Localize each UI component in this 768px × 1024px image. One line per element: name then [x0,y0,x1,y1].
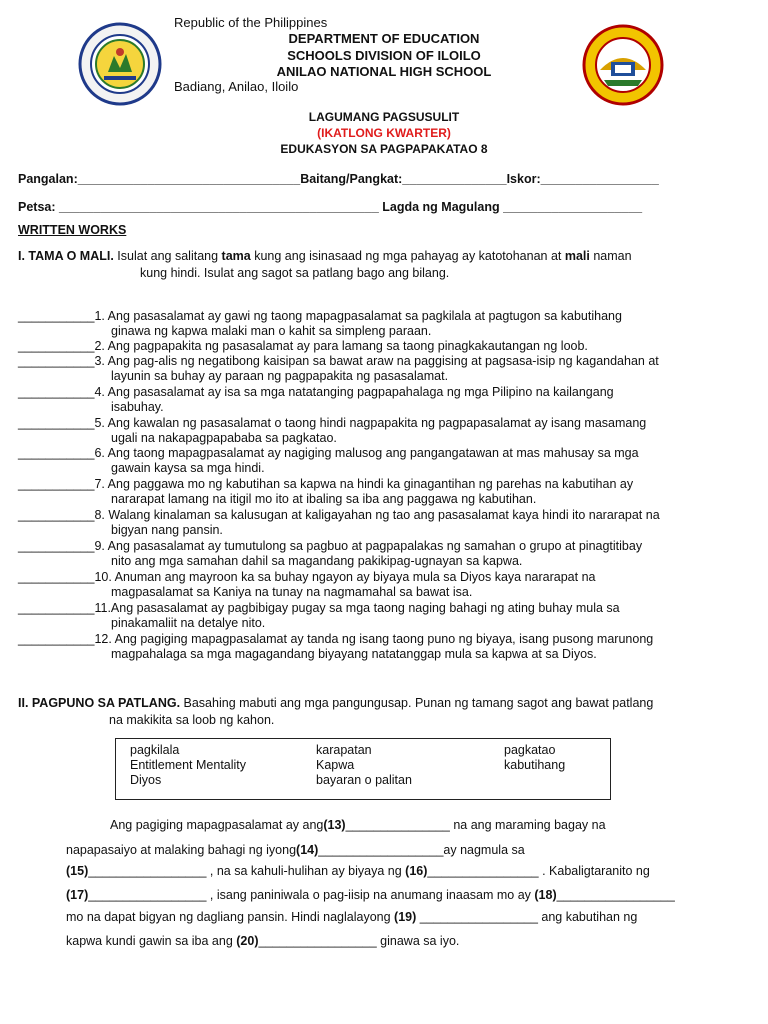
paragraph-line: mo na dapat bigyan ng dagliang pansin. Hindi naglalayong (19) _________________ ang kabutihan ng [66,910,638,924]
word-bank-col2: karapatan Kapwa bayaran o palitan [316,743,412,787]
title-quarter: (IKATLONG KWARTER) [317,126,451,140]
list-item: ___________3. Ang pag-alis ng negatibong kaisipan sa bawat araw na paggising at pagsasa-isip ng kagandahan at layunin sa buhay ay paraan ng pagpapakita ng pasasalamat. [18,354,659,384]
list-item: ___________10. Anuman ang mayroon ka sa buhay ngayon ay biyaya mula sa Diyos kaya nararapat na magpasalamat sa Kaniya na tunay na nagmamahal sa bawat isa. [18,570,596,600]
word-bank-col1: pagkilala Entitlement Mentality Diyos [130,743,247,787]
list-item: ___________9. Ang pasasalamat ay tumutulong sa pagbuo at pagpapalakas ng samahan o grupo at pinagtitibay nito ang mga samahan dahil sa magandang pakikipag-ugnayan sa kapwa. [18,539,643,569]
header-address: Badiang, Anilao, Iloilo [174,79,299,94]
list-item: ___________6. Ang taong mapagpasalamat ay nagiging malusog ang pangangatawan at mas mahusay sa mga gawain kaysa sa mga hindi. [18,446,639,476]
part2-instructions: II. PAGPUNO SA PATLANG. Basahing mabuti ang mga pangungusap. Punan ng tamang sagot ang bawat patlang na makikita sa loob ng kahon. [18,696,654,727]
field-line-name: Pangalan:________________________________Baitang/Pangkat:_______________Iskor:_________________ [18,172,659,186]
part1-heading: I. TAMA O MALI. [18,249,114,263]
word-bank-box [115,738,611,800]
word-bank-col3: pagkatao kabutihang [504,743,566,772]
list-item: ___________8. Walang kinalaman sa kalusugan at kaligayahan ng tao ang pasasalamat kaya hindi ito nararapat na bigyan nang pansin. [18,508,660,538]
header-school: ANILAO NATIONAL HIGH SCHOOL [276,64,492,79]
paragraph-line: napapasaiyo at malaking bahagi ng iyong(14)__________________ay nagmula sa [66,843,525,857]
paragraph-line: kapwa kundi gawin sa iba ang (20)_________________ ginawa sa iyo. [66,934,460,948]
written-works-heading: WRITTEN WORKS [18,223,127,237]
part2-heading: II. PAGPUNO SA PATLANG. [18,696,181,710]
header-republic: Republic of the Philippines [174,15,328,30]
part1-instructions: I. TAMA O MALI. Isulat ang salitang tama kung ang isinasaad ng mga pahayag ay katotohanan at mali naman kung hindi. Isulat ang sagot sa patlang bago ang bilang. [18,249,632,280]
title-subject: EDUKASYON SA PAGPAPAKATAO 8 [280,142,488,156]
list-item: ___________7. Ang paggawa mo ng kabutihan sa kapwa na hindi ka ginagantihan ng parehas na kabutihan ay nararapat lamang na itigil mo ito at ibaling sa iba ang paggawa ng kabutihan. [18,477,634,507]
list-item: ___________11.Ang pasasalamat ay pagbibigay pugay sa mga taong naging bahagi ng ating buhay mula sa pinakamaliit na detalye nito. [18,601,620,631]
list-item: ___________1. Ang pasasalamat ay gawi ng taong mapagpasalamat sa pagkilala at pagtugon sa kabutihang ginawa ng kapwa malaki man o kahit sa simpleng paraan. [18,309,622,339]
paragraph-line: (15)_________________ , na sa kahuli-hulihan ay biyaya ng (16)________________ . Kabaligtaranito ng [66,864,650,878]
header-department: DEPARTMENT OF EDUCATION [288,31,480,46]
paragraph-line: (17)_________________ , isang paniniwala o pag-iisip na anumang inaasam mo ay (18)_________________ [66,888,675,902]
header-division: SCHOOLS DIVISION OF ILOILO [287,48,481,63]
list-item: ___________4. Ang pasasalamat ay isa sa mga natatanging pagpapahalaga ng mga Pilipino na kailangang isabuhay. [18,385,614,415]
list-item: ___________2. Ang pagpapakita ng pasasalamat ay para lamang sa taong pinagkakautangan ng loob. [18,339,588,353]
title-line1: LAGUMANG PAGSUSULIT [308,110,460,124]
list-item: ___________12. Ang pagiging mapagpasalamat ay tanda ng isang taong puno ng biyaya, isang pusong marunong magpahalaga sa mga magagandang biyayang natatanggap mula sa kapwa at sa Diyos. [18,632,654,662]
field-line-date: Petsa: ______________________________________________ Lagda ng Magulang ____________________ [18,200,643,214]
list-item: ___________5. Ang kawalan ng pasasalamat o taong hindi nagpapakita ng pagpapasalamat ay isang masamang ugali na nakapagpapababa sa pagkatao. [18,416,647,446]
paragraph-line: Ang pagiging mapagpasalamat ay ang(13)_______________ na ang maraming bagay na [110,818,606,832]
